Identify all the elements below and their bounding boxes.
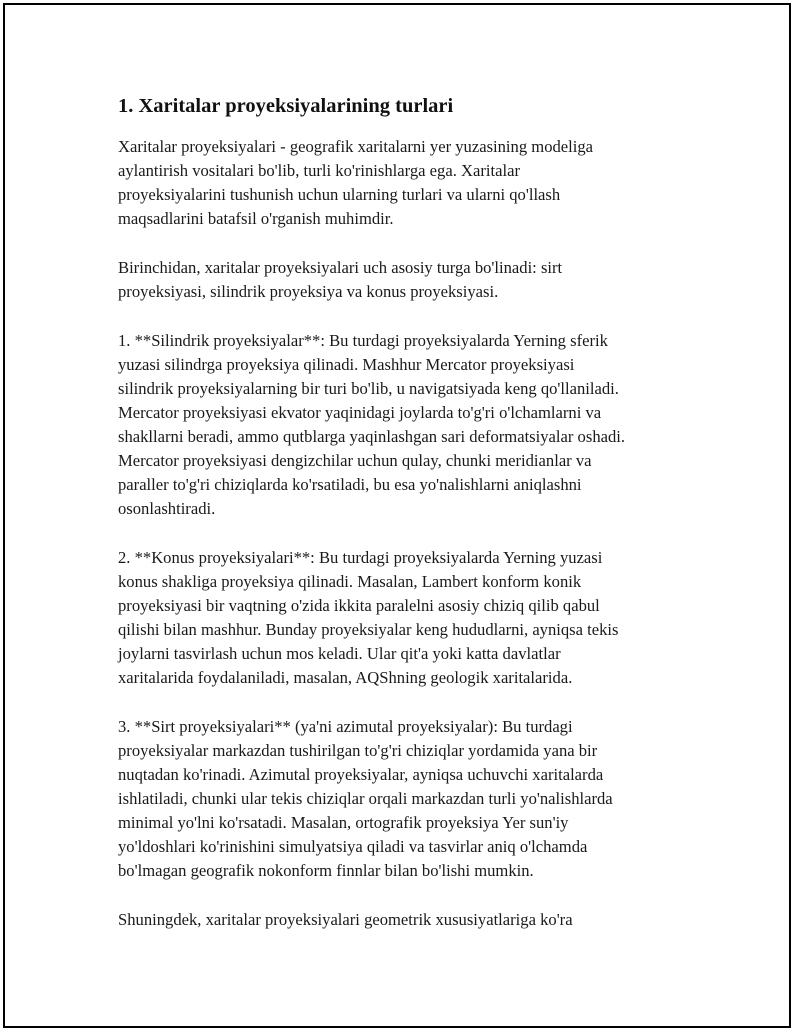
- paragraph-azimuthal: 3. **Sirt proyeksiyalari** (ya'ni azimutal proyeksiyalar): Bu turdagi proyeksiyalar markazdan tushirilgan to'g'ri chiziqlar yordamida yana bir nuqtadan ko'rinadi. Azimutal proyeksiyalar, ayniqsa uchuvchi xaritalarda ishlatiladi, chunki ular tekis chiziqlar orqali markazdan turli yo'nalishlarda minimal yo'lni ko'rsatadi. Masalan, ortografik proyeksiya Yer sun'iy yo'ldoshlari ko'rinishini simulyatsiya qiladi va tasvirlar aniq o'lchamda bo'lmagan geografik nokonform finnlar bilan bo'lishi mumkin.: [118, 717, 613, 880]
- paragraph-geometric: Shuningdek, xaritalar proyeksiyalari geometrik xususiyatlariga ko'ra: [118, 910, 573, 929]
- paragraph-types-overview: Birinchidan, xaritalar proyeksiyalari uch asosiy turga bo'linadi: sirt proyeksiyasi, silindrik proyeksiya va konus proyeksiyasi.: [118, 258, 563, 301]
- paragraph-intro: Xaritalar proyeksiyalari - geografik xaritalarni yer yuzasining modeliga aylantirish vositalari bo'lib, turli ko'rinishlarga ega. Xaritalar proyeksiyalarini tushunish uchun ularning turlari va ularni qo'llash maqsadlarini batafsil o'rganish muhimdir.: [118, 137, 594, 228]
- paragraph-cylindrical: 1. **Silindrik proyeksiyalar**: Bu turdagi proyeksiyalarda Yerning sferik yuzasi silindrga proyeksiya qilinadi. Mashhur Mercator proyeksiyasi silindrik proyeksiyalarning bir turi bo'lib, u navigatsiyada keng qo'llaniladi. Mercator proyeksiyasi ekvator yaqinidagi joylarda to'g'ri o'lchamlarni va shakllarni beradi, ammo qutblarga yaqinlashgan sari deformatsiyalar oshadi. Mercator proyeksiyasi dengizchilar uchun qulay, chunki meridianlar va paraller to'g'ri chiziqlarda ko'rsatiladi, bu esa yo'nalishlarni aniqlashni osonlashtiradi.: [118, 331, 626, 518]
- document-body: [118, 92, 698, 957]
- paragraph-conic: 2. **Konus proyeksiyalari**: Bu turdagi proyeksiyalarda Yerning yuzasi konus shakliga proyeksiya qilinadi. Masalan, Lambert konform konik proyeksiyasi bir vaqtning o'zida ikkita paralelni asosiy chiziq qilib qabul qilishi bilan mashhur. Bunday proyeksiyalar keng hududlarni, ayniqsa tekis joylarni tasvirlash uchun mos keladi. Ular qit'a yoki katta davlatlar xaritalarida foydalaniladi, masalan, AQShning geologik xaritalarida.: [118, 548, 619, 687]
- document-title: 1. Xaritalar proyeksiyalarining turlari: [118, 95, 454, 117]
